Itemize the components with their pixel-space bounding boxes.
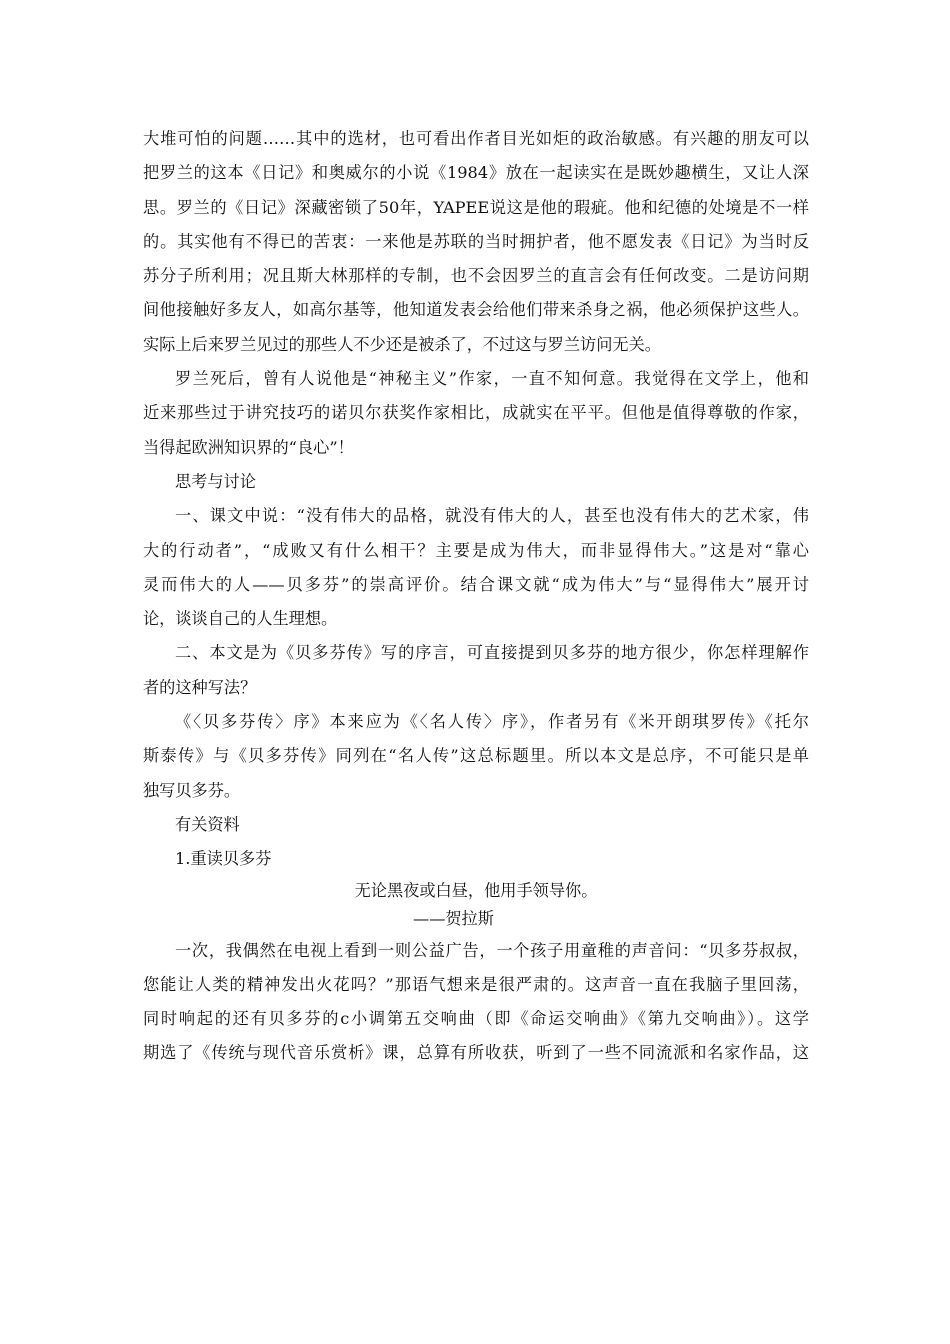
paragraph-line: 的。其实他有不得已的苦衷：一来他是苏联的当时拥护者，他不愿发表《日记》为当时反 [143,231,809,251]
paragraph-line: 罗兰死后，曾有人说他是“神秘主义”作家，一直不知何意。我觉得在文学上，他和 [175,369,809,389]
paragraph-line: 《〈贝多芬传〉序》本来应为《〈名人传〉序》，作者另有《米开朗琪罗传》《托尔 [175,712,809,732]
paragraph-line: 近来那些过于讲究技巧的诺贝尔获奖作家相比，成就实在平平。但他是值得尊敬的作家， [143,403,809,423]
paragraph-line: 大堆可怕的问题……其中的选材，也可看出作者目光如炬的政治敏感。有兴趣的朋友可以 [143,129,809,148]
paragraph-line: 把罗兰的这本《日记》和奥威尔的小说《1984》放在一起读实在是既妙趣横生，又让人深 [143,163,809,183]
paragraph-line: 灵而伟大的人——贝多芬”的崇高评价。结合课文就“成为伟大”与“显得伟大”展开讨 [143,574,809,594]
epigraph-author: ——贺拉斯 [413,909,494,929]
paragraph-line: 者的这种写法？ [143,677,257,697]
epigraph-quote: 无论黑夜或白昼，他用手领导你。 [354,880,598,900]
paragraph-line: 同时响起的还有贝多芬的c小调第五交响曲（即《命运交响曲》《第九交响曲》）。这学 [143,1009,809,1029]
paragraph-line: 二、本文是为《贝多芬传》写的序言，可直接提到贝多芬的地方很少，你怎样理解作 [175,643,809,663]
paragraph-line: 论，谈谈自己的人生理想。 [143,609,338,629]
paragraph-line: 独写贝多芬。 [143,780,241,800]
paragraph-line: 一次，我偶然在电视上看到一则公益广告，一个孩子用童稚的声音问：“贝多芬叔叔， [175,940,809,960]
paragraph-line: 当得起欧洲知识界的“良心”！ [143,437,354,457]
paragraph-line: 斯泰传》与《贝多芬传》同列在“名人传”这总标题里。所以本文是总序，不可能只是单 [143,746,809,766]
paragraph-line: 间他接触好多友人，如高尔基等，他知道发表会给他们带来杀身之祸，他必须保护这些人。 [143,300,809,320]
paragraph-line: 一、课文中说：“没有伟大的品格，就没有伟大的人，甚至也没有伟大的艺术家，伟 [175,506,809,526]
document-page [143,122,809,1071]
section-heading-materials: 有关资料 [175,814,240,834]
paragraph-line: 您能让人类的精神发出火花吗？”那语气想来是很严肃的。这声音一直在我脑子里回荡， [143,974,809,994]
paragraph-line: 大的行动者”，“成败又有什么相干？主要是成为伟大，而非显得伟大。”这是对“靠心 [143,540,809,560]
subsection-heading: 1.重读贝多芬 [175,849,272,869]
paragraph-line: 实际上后来罗兰见过的那些人不少还是被杀了，不过这与罗兰访问无关。 [143,334,661,354]
paragraph-line: 期选了《传统与现代音乐赏析》课，总算有所收获，听到了一些不同流派和名家作品，这 [143,1043,809,1063]
section-heading-discussion: 思考与讨论 [175,471,256,491]
paragraph-line: 苏分子所利用；况且斯大林那样的专制，也不会因罗兰的直言会有任何改变。二是访问期 [143,266,809,286]
paragraph-line: 思。罗兰的《日记》深藏密锁了50年，YAPEE说这是他的瑕疵。他和纪德的处境是不一样 [143,197,809,217]
